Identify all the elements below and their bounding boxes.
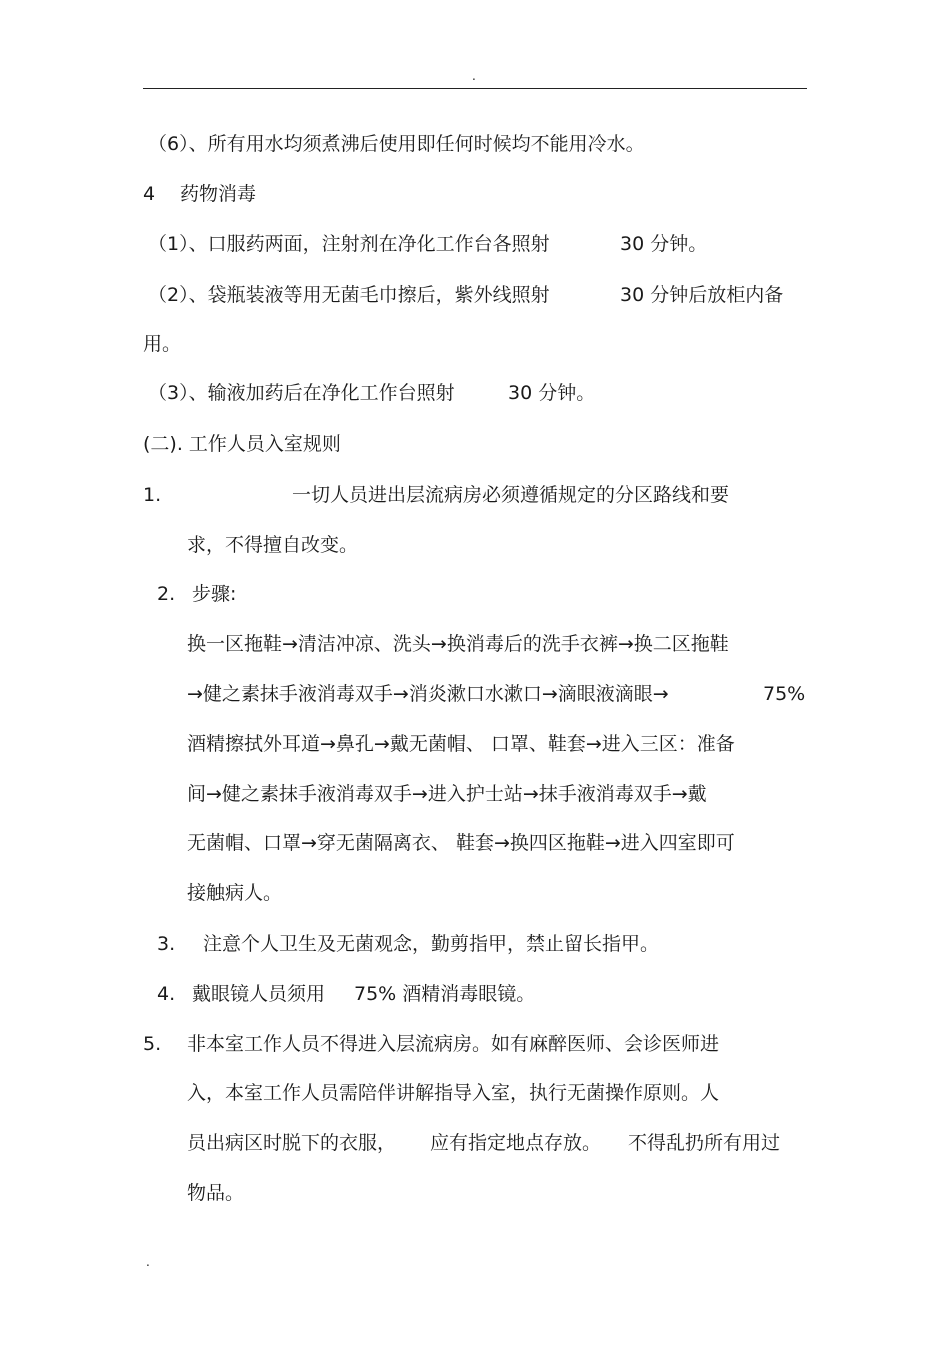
procedure-line-2-percent: 75% — [763, 683, 806, 705]
rule-5-text-line-3b: 应有指定地点存放。 — [430, 1132, 602, 1154]
section-4-title: 药物消毒 — [180, 183, 257, 205]
procedure-line-3: 酒精擦拭外耳道→鼻孔→戴无菌帽、 口罩、鞋套→进入三区：准备 — [187, 733, 735, 755]
disinfect-item-1: （1）、口服药两面，注射剂在净化工作台各照射 — [148, 233, 550, 255]
rule-4-text: 戴眼镜人员须用 — [192, 983, 326, 1005]
rule-5-text-line-3a: 员出病区时脱下的衣服， — [187, 1132, 397, 1154]
rule-6-line: （6）、所有用水均须煮沸后使用即任何时候均不能用冷水。 — [148, 133, 645, 155]
disinfect-item-3: （3）、输液加药后在净化工作台照射 — [148, 382, 455, 404]
disinfect-item-3-duration: 30 分钟。 — [508, 382, 596, 404]
rule-5-text: 非本室工作人员不得进入层流病房。如有麻醉医师、会诊医师进 — [187, 1033, 720, 1055]
rule-4-text-tail: 75% 酒精消毒眼镜。 — [354, 983, 536, 1005]
rule-3-text: 注意个人卫生及无菌观念，勤剪指甲，禁止留长指甲。 — [203, 933, 660, 955]
rule-4-number: 4. — [157, 983, 176, 1005]
section-2-heading: (二). 工作人员入室规则 — [143, 433, 341, 455]
procedure-line-2: →健之素抹手液消毒双手→消炎漱口水漱口→滴眼液滴眼→ — [187, 683, 669, 705]
procedure-line-1: 换一区拖鞋→清洁冲凉、洗头→换消毒后的洗手衣裤→换二区拖鞋 — [187, 633, 729, 655]
header-rule — [143, 88, 807, 89]
disinfect-item-2-duration: 30 分钟后放柜内备 — [620, 284, 784, 306]
rule-3-number: 3. — [157, 933, 176, 955]
disinfect-item-2: （2）、袋瓶装液等用无菌毛巾擦后，紫外线照射 — [148, 284, 550, 306]
procedure-line-6: 接触病人。 — [187, 882, 283, 904]
rule-1-number: 1. — [143, 484, 162, 506]
rule-2-title: 步骤: — [192, 583, 237, 605]
rule-2-number: 2. — [157, 583, 176, 605]
footer-mark: . — [146, 1255, 150, 1269]
rule-1-text-continued: 求，不得擅自改变。 — [187, 534, 359, 556]
rule-1-text: 一切人员进出层流病房必须遵循规定的分区路线和要 — [292, 484, 730, 506]
header-mark: . — [472, 69, 476, 83]
rule-5-text-line-2: 入，本室工作人员需陪伴讲解指导入室，执行无菌操作原则。人 — [187, 1082, 720, 1104]
procedure-line-5: 无菌帽、口罩→穿无菌隔离衣、 鞋套→换四区拖鞋→进入四室即可 — [187, 832, 735, 854]
rule-5-text-line-3c: 不得乱扔所有用过 — [628, 1132, 781, 1154]
rule-5-number: 5. — [143, 1033, 162, 1055]
rule-5-text-line-4: 物品。 — [187, 1182, 245, 1204]
disinfect-item-1-duration: 30 分钟。 — [620, 233, 708, 255]
section-4-number: 4 — [143, 183, 156, 205]
procedure-line-4: 间→健之素抹手液消毒双手→进入护士站→抹手液消毒双手→戴 — [187, 783, 707, 805]
disinfect-item-2-continued: 用。 — [143, 333, 182, 355]
